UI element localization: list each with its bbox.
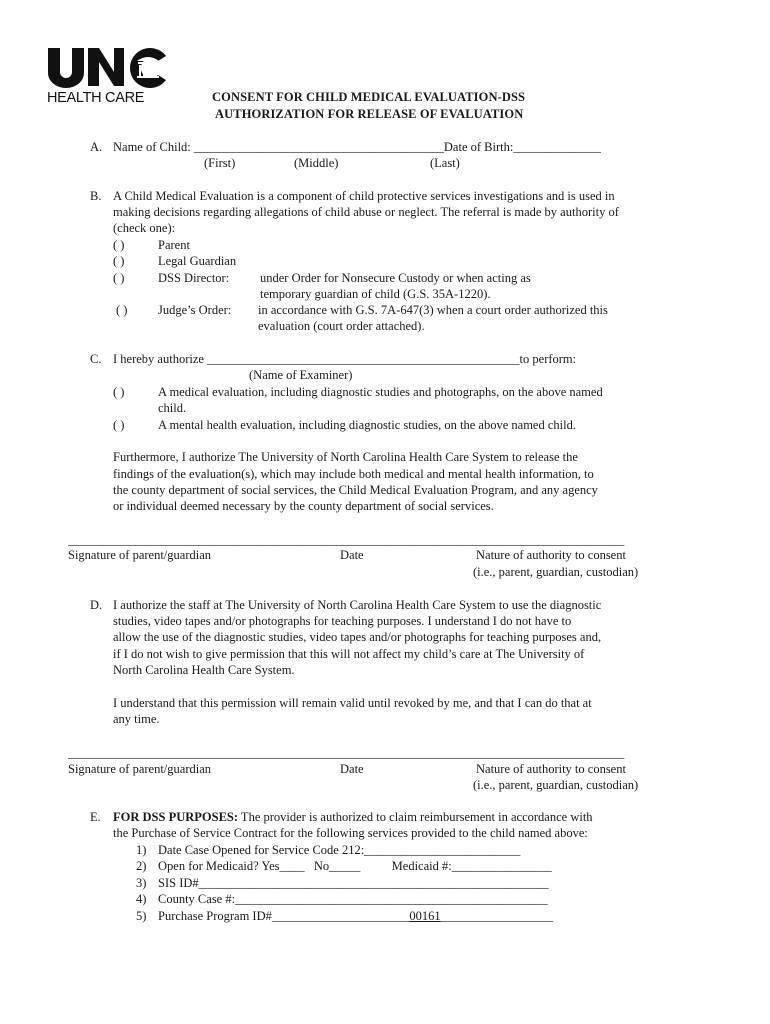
dss-director-checkbox[interactable]: ( ) bbox=[113, 271, 125, 285]
dss-director-label: DSS Director: bbox=[158, 271, 230, 285]
signature-caption-1: Signature of parent/guardian bbox=[68, 548, 212, 562]
nature-caption-1: Nature of authority to consent bbox=[476, 548, 626, 562]
date-caption-2: Date bbox=[340, 762, 364, 776]
furthermore-text-3: the county department of social services, the Child Medical Evaluation Program, and any agency bbox=[113, 483, 598, 497]
purchase-program-id-field[interactable] bbox=[158, 908, 553, 924]
unc-logo-mark bbox=[46, 44, 168, 90]
section-b-text-3: (check one): bbox=[113, 221, 176, 235]
judges-order-detail-1: in accordance with G.S. 7A-647(3) when a court order authorized this bbox=[258, 303, 608, 317]
section-d-text-3: allow the use of the diagnostic studies, video tapes and/or photographs for teaching purposes and, bbox=[113, 630, 602, 644]
examiner-caption: (Name of Examiner) bbox=[249, 368, 353, 382]
purchase-program-suffix: __________________ bbox=[440, 909, 554, 923]
signature-caption-2: Signature of parent/guardian bbox=[68, 762, 212, 776]
mental-health-checkbox[interactable]: ( ) bbox=[113, 418, 125, 432]
nature-detail-1: (i.e., parent, guardian, custodian) bbox=[473, 565, 639, 579]
dss-director-detail-2: temporary guardian of child (G.S. 35A-1220). bbox=[260, 287, 491, 301]
mental-health-text: A mental health evaluation, including diagnostic studies, on the above named child. bbox=[158, 418, 576, 432]
dss-purposes-heading: FOR DSS PURPOSES: bbox=[113, 810, 239, 824]
case-opened-date-field[interactable]: Date Case Opened for Service Code 212:_________________________ bbox=[158, 843, 521, 857]
furthermore-text-2: findings of the evaluation(s), which may include both medical and mental health information, to bbox=[113, 467, 594, 481]
section-e-text-1 bbox=[113, 809, 593, 825]
form-title-line2: AUTHORIZATION FOR RELEASE OF EVALUATION bbox=[215, 107, 524, 121]
dss-director-detail-1: under Order for Nonsecure Custody or when acting as bbox=[260, 271, 531, 285]
section-b-text-2: making decisions regarding allegations of child abuse or neglect. The referral is made by authority of bbox=[113, 205, 619, 219]
last-name-caption: (Last) bbox=[430, 156, 460, 170]
child-name-field[interactable]: Name of Child: ________________________________________Date of Birth:______________ bbox=[113, 140, 601, 154]
middle-name-caption: (Middle) bbox=[294, 156, 339, 170]
logo-health-care-text: HEALTH CARE bbox=[47, 90, 145, 106]
section-b-letter: B. bbox=[90, 189, 102, 203]
parent-label: Parent bbox=[158, 238, 190, 252]
section-d-text-1: I authorize the staff at The University of North Carolina Health Care System to use the diagnostic bbox=[113, 598, 602, 612]
legal-guardian-label: Legal Guardian bbox=[158, 254, 237, 268]
parent-checkbox[interactable]: ( ) bbox=[113, 238, 125, 252]
section-e-letter: E. bbox=[90, 810, 101, 824]
section-c-letter: C. bbox=[90, 352, 102, 366]
legal-guardian-checkbox[interactable]: ( ) bbox=[113, 254, 125, 268]
furthermore-text-1: Furthermore, I authorize The University of North Carolina Health Care System to release the bbox=[113, 450, 578, 464]
unc-health-care-logo bbox=[46, 44, 168, 106]
judges-order-label: Judge’s Order: bbox=[158, 303, 232, 317]
section-e-text-2: the Purchase of Service Contract for the following services provided to the child named above: bbox=[113, 826, 588, 840]
signature-line-2[interactable]: _________________________________________________________________________________________ bbox=[68, 746, 625, 760]
date-caption-1: Date bbox=[340, 548, 364, 562]
medical-evaluation-text-2: child. bbox=[158, 401, 187, 415]
section-d-text-2: studies, video tapes and/or photographs for teaching purposes. I understand I do not have to bbox=[113, 614, 572, 628]
examiner-name-field[interactable]: I hereby authorize __________________________________________________to perform: bbox=[113, 352, 577, 366]
purchase-program-id-value: 00161 bbox=[409, 909, 441, 923]
item-5-number: 5) bbox=[136, 909, 147, 923]
old-well-icon bbox=[137, 57, 159, 78]
item-1-number: 1) bbox=[136, 843, 147, 857]
sis-id-field[interactable]: SIS ID#________________________________________________________ bbox=[158, 876, 549, 890]
medical-evaluation-text-1: A medical evaluation, including diagnostic studies and photographs, on the above named bbox=[158, 385, 603, 399]
signature-line-1[interactable]: _________________________________________________________________________________________ bbox=[68, 533, 625, 547]
nature-caption-2: Nature of authority to consent bbox=[476, 762, 626, 776]
section-d-letter: D. bbox=[90, 598, 103, 612]
judges-order-checkbox[interactable]: ( ) bbox=[116, 303, 128, 317]
judges-order-detail-2: evaluation (court order attached). bbox=[258, 319, 425, 333]
purchase-program-prefix: Purchase Program ID#______________________ bbox=[158, 909, 410, 923]
medicaid-field[interactable]: Open for Medicaid? Yes____ No_____ Medicaid #:________________ bbox=[158, 859, 552, 873]
nature-detail-2: (i.e., parent, guardian, custodian) bbox=[473, 778, 639, 792]
county-case-field[interactable]: County Case #:__________________________________________________ bbox=[158, 892, 548, 906]
section-d-text-4: if I do not wish to give permission that this will not affect my child’s care at The University of bbox=[113, 647, 585, 661]
section-b-text-1: A Child Medical Evaluation is a component of child protective services investigations and is used in bbox=[113, 189, 615, 203]
item-3-number: 3) bbox=[136, 876, 147, 890]
section-a-letter: A. bbox=[90, 140, 103, 154]
section-d-text-5: North Carolina Health Care System. bbox=[113, 663, 295, 677]
first-name-caption: (First) bbox=[204, 156, 236, 170]
item-2-number: 2) bbox=[136, 859, 147, 873]
understand-text-2: any time. bbox=[113, 712, 160, 726]
medical-evaluation-checkbox[interactable]: ( ) bbox=[113, 385, 125, 399]
section-e-text-1-rest: The provider is authorized to claim reimbursement in accordance with bbox=[238, 810, 593, 824]
form-title-line1: CONSENT FOR CHILD MEDICAL EVALUATION-DSS bbox=[212, 90, 526, 104]
item-4-number: 4) bbox=[136, 892, 147, 906]
understand-text-1: I understand that this permission will remain valid until revoked by me, and that I can do that at bbox=[113, 696, 592, 710]
furthermore-text-4: or individual deemed necessary by the county department of social services. bbox=[113, 499, 494, 513]
